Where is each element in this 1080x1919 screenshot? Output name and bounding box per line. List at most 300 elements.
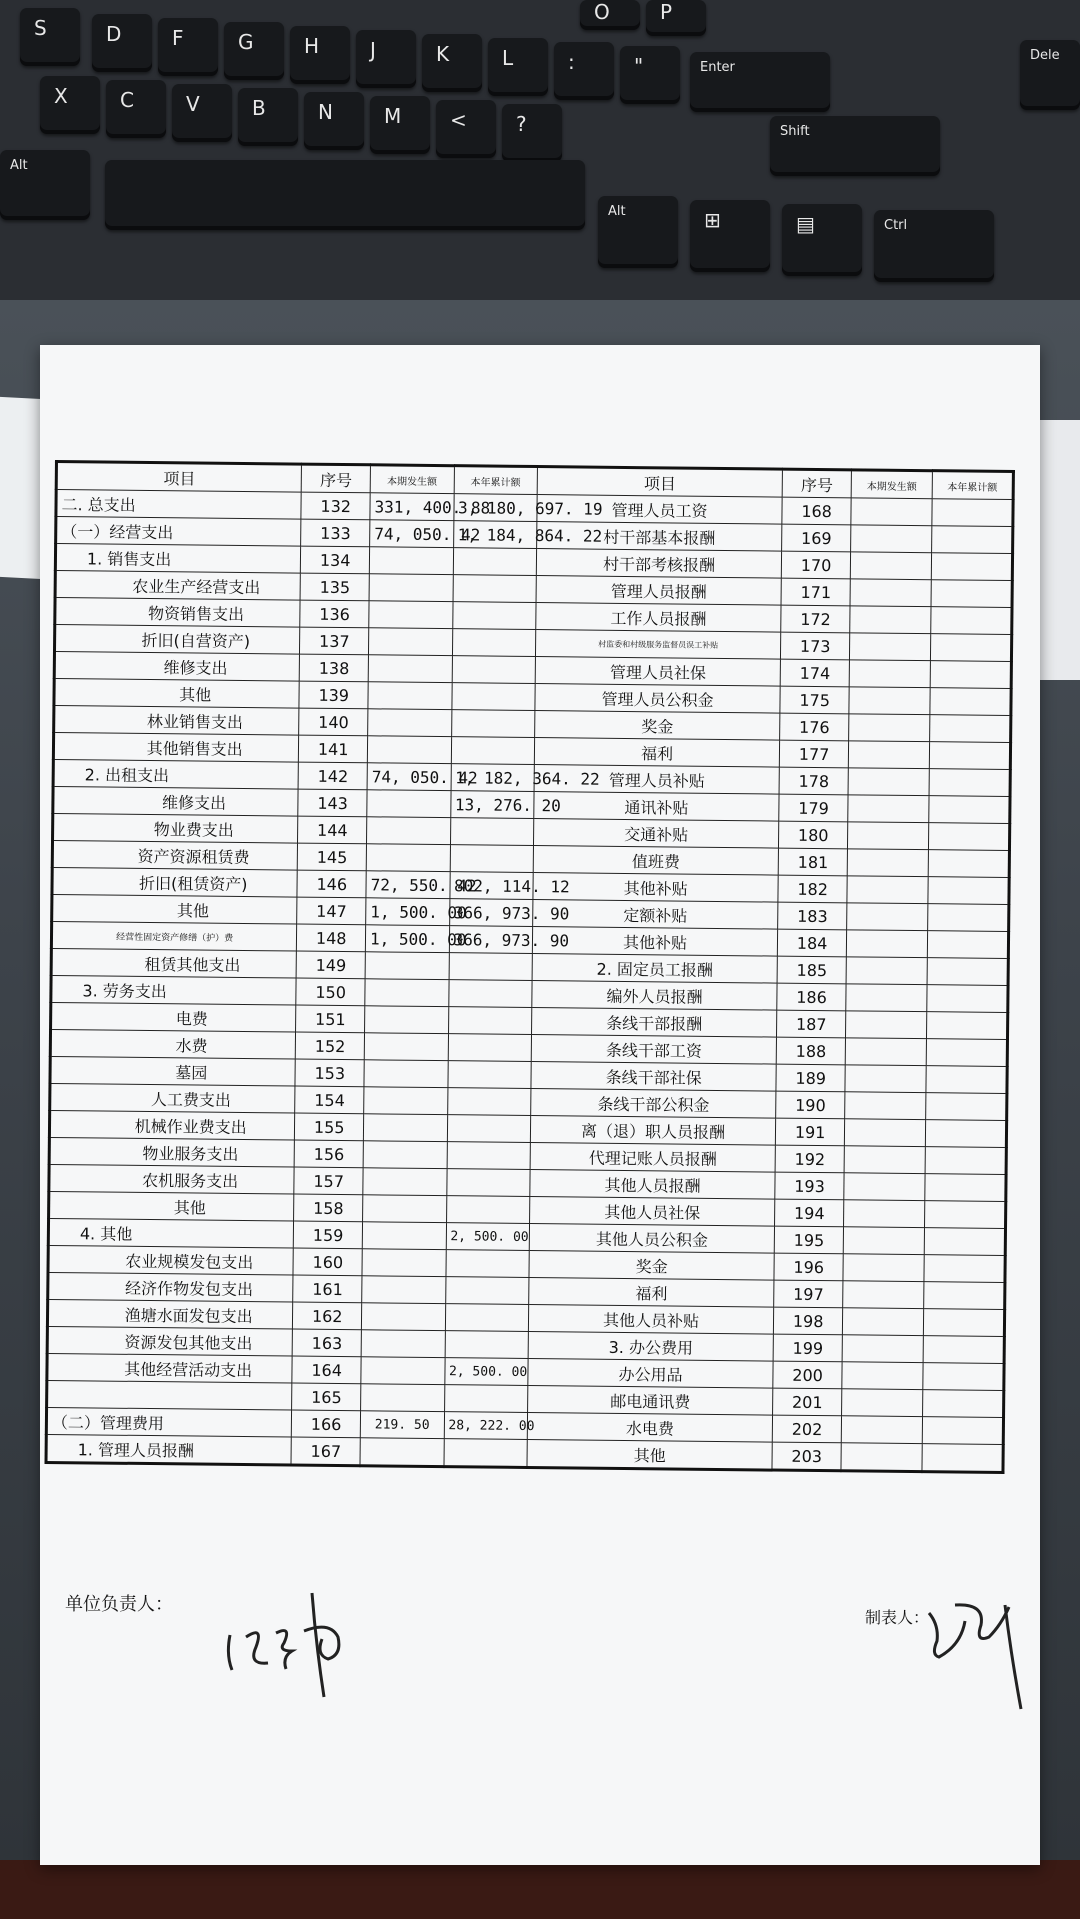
left-item-cell: （二）管理费用 xyxy=(46,1407,292,1437)
left-current-amount-cell xyxy=(365,1006,449,1034)
right-current-amount-cell xyxy=(846,984,927,1012)
header-current-left: 本期发生额 xyxy=(370,465,454,494)
header-seq-right: 序号 xyxy=(782,469,851,498)
right-item-cell: 村干部基本报酬 xyxy=(537,522,783,552)
left-ytd-amount-cell: 1, 182, 364. 22 xyxy=(451,764,535,792)
right-seq-cell: 172 xyxy=(781,605,850,633)
left-seq-cell: 164 xyxy=(292,1356,361,1384)
left-item-cell: 农机服务支出 xyxy=(49,1164,295,1194)
right-item-cell: 村监委和村级服务监督员误工补贴 xyxy=(535,630,781,660)
left-item-cell: 林业销售支出 xyxy=(54,706,300,736)
right-seq-cell: 194 xyxy=(775,1199,844,1227)
left-current-amount-cell xyxy=(363,1168,447,1196)
left-seq-cell: 133 xyxy=(301,519,370,547)
right-current-amount-cell xyxy=(845,1092,926,1120)
right-ytd-amount-cell xyxy=(924,1255,1005,1283)
right-ytd-amount-cell xyxy=(927,985,1008,1013)
right-item-cell: 管理人员补贴 xyxy=(534,765,780,795)
right-seq-cell: 180 xyxy=(779,821,848,849)
left-item-cell: 物资销售支出 xyxy=(55,598,301,628)
right-seq-cell: 192 xyxy=(775,1145,844,1173)
left-item-cell: 经济作物发包支出 xyxy=(48,1272,294,1302)
right-current-amount-cell xyxy=(850,606,931,634)
right-seq-cell: 198 xyxy=(774,1307,843,1335)
right-ytd-amount-cell xyxy=(929,769,1010,797)
right-seq-cell: 177 xyxy=(780,740,849,768)
left-item-cell: 折旧(自营资产) xyxy=(54,625,300,655)
right-current-amount-cell xyxy=(844,1173,925,1201)
left-current-amount-cell: 74, 050. 42 xyxy=(367,763,451,791)
left-seq-cell: 154 xyxy=(295,1086,364,1114)
right-seq-cell: 176 xyxy=(780,713,849,741)
right-ytd-amount-cell xyxy=(926,1093,1007,1121)
right-seq-cell: 179 xyxy=(779,794,848,822)
left-current-amount-cell xyxy=(361,1330,445,1358)
right-seq-cell: 186 xyxy=(777,983,846,1011)
left-current-amount-cell: 331, 400. 88 xyxy=(370,493,454,521)
left-current-amount-cell xyxy=(369,601,453,629)
left-current-amount-cell xyxy=(364,1060,448,1088)
right-seq-cell: 203 xyxy=(772,1442,841,1471)
left-ytd-amount-cell xyxy=(447,1115,531,1143)
left-seq-cell: 135 xyxy=(300,573,369,601)
right-item-cell: 其他人员报酬 xyxy=(530,1170,776,1200)
right-seq-cell: 171 xyxy=(781,578,850,606)
right-item-cell: 其他 xyxy=(527,1439,773,1470)
right-ytd-amount-cell xyxy=(928,877,1009,905)
right-current-amount-cell xyxy=(842,1335,923,1363)
right-ytd-amount-cell xyxy=(930,661,1011,689)
left-ytd-amount-cell xyxy=(452,656,536,684)
left-item-cell: 水费 xyxy=(50,1029,296,1059)
left-seq-cell: 151 xyxy=(296,1005,365,1033)
right-ytd-amount-cell xyxy=(927,958,1008,986)
expense-ledger-table xyxy=(44,460,1014,1474)
left-current-amount-cell xyxy=(361,1384,445,1412)
right-ytd-amount-cell xyxy=(923,1363,1004,1391)
left-item-cell: 农业规模发包支出 xyxy=(48,1245,294,1275)
right-current-amount-cell xyxy=(845,1038,926,1066)
left-seq-cell: 165 xyxy=(292,1383,361,1411)
left-ytd-amount-cell: 2, 500. 00 xyxy=(444,1358,528,1386)
right-item-cell: 通讯补贴 xyxy=(534,792,780,822)
keyboard-key: S xyxy=(20,8,80,66)
right-seq-cell: 187 xyxy=(777,1010,846,1038)
right-current-amount-cell xyxy=(844,1200,925,1228)
right-seq-cell: 199 xyxy=(773,1334,842,1362)
keyboard-key: Enter xyxy=(690,52,830,112)
left-ytd-amount-cell xyxy=(445,1331,529,1359)
left-current-amount-cell: 219. 50 xyxy=(360,1411,444,1439)
left-ytd-amount-cell: 366, 973. 90 xyxy=(449,926,533,954)
right-item-cell: 管理人员工资 xyxy=(537,495,783,525)
left-current-amount-cell xyxy=(364,1087,448,1115)
left-seq-cell: 149 xyxy=(296,951,365,979)
left-ytd-amount-cell xyxy=(452,602,536,630)
left-current-amount-cell xyxy=(365,952,449,980)
left-item-cell: （一）经营支出 xyxy=(56,517,302,547)
keyboard-key: V xyxy=(172,84,232,142)
right-seq-cell: 193 xyxy=(775,1172,844,1200)
right-current-amount-cell xyxy=(841,1416,922,1444)
right-current-amount-cell xyxy=(846,957,927,985)
left-item-cell: 其他 xyxy=(49,1191,295,1221)
right-item-cell: 条线干部工资 xyxy=(531,1035,777,1065)
right-current-amount-cell xyxy=(849,714,930,742)
left-current-amount-cell: 1, 500. 00 xyxy=(365,925,449,953)
left-item-cell: 渔塘水面发包支出 xyxy=(47,1299,293,1329)
keyboard-key: Ctrl xyxy=(874,210,994,282)
header-seq-left: 序号 xyxy=(302,464,371,493)
right-seq-cell: 168 xyxy=(782,497,851,525)
right-ytd-amount-cell xyxy=(931,553,1012,581)
right-ytd-amount-cell xyxy=(931,580,1012,608)
left-seq-cell: 162 xyxy=(293,1302,362,1330)
right-item-cell: 代理记账人员报酬 xyxy=(530,1143,776,1173)
left-current-amount-cell xyxy=(364,1033,448,1061)
left-seq-cell: 134 xyxy=(301,546,370,574)
left-ytd-amount-cell xyxy=(453,575,537,603)
left-item-cell: 折旧(租赁资产) xyxy=(52,867,298,897)
keyboard-key: G xyxy=(224,22,284,80)
keyboard-key: K xyxy=(422,34,482,92)
left-item-cell xyxy=(47,1380,293,1410)
left-seq-cell: 137 xyxy=(300,627,369,655)
left-current-amount-cell xyxy=(362,1276,446,1304)
right-ytd-amount-cell xyxy=(929,742,1010,770)
right-ytd-amount-cell xyxy=(927,931,1008,959)
preparer-signature xyxy=(925,1585,1035,1715)
left-seq-cell: 153 xyxy=(295,1059,364,1087)
right-current-amount-cell xyxy=(842,1362,923,1390)
left-current-amount-cell xyxy=(366,844,450,872)
left-ytd-amount-cell xyxy=(443,1439,527,1468)
left-seq-cell: 145 xyxy=(298,843,367,871)
right-ytd-amount-cell xyxy=(928,904,1009,932)
right-item-cell: 其他人员补贴 xyxy=(528,1305,774,1335)
right-item-cell: 管理人员社保 xyxy=(535,657,781,687)
right-ytd-amount-cell xyxy=(922,1390,1003,1418)
right-item-cell: 福利 xyxy=(534,738,780,768)
keyboard-key: D xyxy=(92,14,152,72)
right-current-amount-cell xyxy=(848,741,929,769)
right-seq-cell: 183 xyxy=(778,902,847,930)
left-ytd-amount-cell xyxy=(448,980,532,1008)
right-ytd-amount-cell xyxy=(923,1336,1004,1364)
right-ytd-amount-cell xyxy=(926,1039,1007,1067)
left-seq-cell: 143 xyxy=(298,789,367,817)
keyboard-key: C xyxy=(106,80,166,138)
left-ytd-amount-cell: 2, 500. 00 xyxy=(446,1223,530,1251)
left-ytd-amount-cell xyxy=(447,1088,531,1116)
left-ytd-amount-cell xyxy=(449,953,533,981)
keyboard-key: O xyxy=(580,0,640,30)
left-seq-cell: 157 xyxy=(294,1167,363,1195)
right-seq-cell: 202 xyxy=(773,1415,842,1443)
left-seq-cell: 158 xyxy=(294,1194,363,1222)
left-ytd-amount-cell xyxy=(451,683,535,711)
left-seq-cell: 138 xyxy=(300,654,369,682)
left-seq-cell: 140 xyxy=(299,708,368,736)
left-ytd-amount-cell xyxy=(450,818,534,846)
desk-edge xyxy=(0,1860,1080,1919)
right-ytd-amount-cell xyxy=(929,796,1010,824)
left-current-amount-cell xyxy=(368,682,452,710)
left-item-cell: 资源发包其他支出 xyxy=(47,1326,293,1356)
right-item-cell: 离（退）职人员报酬 xyxy=(530,1116,776,1146)
keyboard-key: Alt xyxy=(598,196,678,268)
right-current-amount-cell xyxy=(845,1011,926,1039)
left-ytd-amount-cell xyxy=(451,710,535,738)
right-item-cell: 办公用品 xyxy=(528,1359,774,1389)
left-seq-cell: 139 xyxy=(299,681,368,709)
keyboard-key: L xyxy=(488,38,548,96)
right-ytd-amount-cell xyxy=(926,1012,1007,1040)
header-item-right: 项目 xyxy=(537,467,783,498)
left-ytd-amount-cell xyxy=(452,629,536,657)
right-item-cell: 条线干部报酬 xyxy=(531,1008,777,1038)
right-current-amount-cell xyxy=(847,876,928,904)
right-ytd-amount-cell xyxy=(922,1417,1003,1445)
left-item-cell: 1. 管理人员报酬 xyxy=(46,1434,292,1465)
left-current-amount-cell xyxy=(367,790,451,818)
right-seq-cell: 201 xyxy=(773,1388,842,1416)
right-item-cell: 3. 办公费用 xyxy=(528,1332,774,1362)
right-ytd-amount-cell xyxy=(930,715,1011,743)
right-current-amount-cell xyxy=(848,768,929,796)
left-seq-cell: 166 xyxy=(292,1410,361,1438)
unit-head-signature xyxy=(220,1585,380,1705)
left-current-amount-cell xyxy=(369,628,453,656)
left-current-amount-cell xyxy=(369,574,453,602)
keyboard-key: < xyxy=(436,100,496,158)
left-item-cell: 其他 xyxy=(52,894,298,924)
left-seq-cell: 132 xyxy=(301,492,370,520)
left-current-amount-cell xyxy=(368,709,452,737)
right-ytd-amount-cell xyxy=(930,688,1011,716)
left-ytd-amount-cell xyxy=(447,1061,531,1089)
keyboard-key: Dele xyxy=(1020,40,1080,110)
right-current-amount-cell xyxy=(842,1389,923,1417)
header-current-right: 本期发生额 xyxy=(851,470,932,499)
left-current-amount-cell xyxy=(363,1114,447,1142)
right-current-amount-cell xyxy=(843,1254,924,1282)
right-ytd-amount-cell xyxy=(928,850,1009,878)
keyboard-key: X xyxy=(40,76,100,134)
keyboard-key: " xyxy=(620,46,680,104)
left-current-amount-cell xyxy=(369,547,453,575)
keyboard-key: B xyxy=(238,88,298,146)
right-item-cell: 邮电通讯费 xyxy=(527,1386,773,1416)
keyboard-key: ? xyxy=(502,104,562,162)
right-ytd-amount-cell xyxy=(923,1309,1004,1337)
left-item-cell: 2. 出租支出 xyxy=(53,759,299,789)
left-seq-cell: 147 xyxy=(297,897,366,925)
right-seq-cell: 200 xyxy=(773,1361,842,1389)
right-current-amount-cell xyxy=(847,849,928,877)
right-current-amount-cell xyxy=(843,1227,924,1255)
left-seq-cell: 167 xyxy=(291,1437,360,1466)
right-current-amount-cell xyxy=(849,687,930,715)
keyboard-key: Alt xyxy=(0,150,90,220)
right-item-cell: 交通补贴 xyxy=(533,819,779,849)
left-current-amount-cell: 74, 050. 42 xyxy=(370,520,454,548)
right-current-amount-cell xyxy=(849,633,930,661)
left-ytd-amount-cell xyxy=(451,737,535,765)
right-seq-cell: 184 xyxy=(778,929,847,957)
right-current-amount-cell xyxy=(845,1065,926,1093)
left-seq-cell: 163 xyxy=(293,1329,362,1357)
right-seq-cell: 178 xyxy=(779,767,848,795)
preparer-label: 制表人： xyxy=(865,1608,930,1627)
right-item-cell: 管理人员报酬 xyxy=(536,576,782,606)
right-seq-cell: 173 xyxy=(781,632,850,660)
left-ytd-amount-cell: 3, 180, 697. 19 xyxy=(453,494,537,522)
right-item-cell: 定额补贴 xyxy=(533,900,779,930)
ledger-sheet xyxy=(43,460,1015,1610)
right-item-cell: 管理人员公积金 xyxy=(535,684,781,714)
right-seq-cell: 185 xyxy=(777,956,846,984)
left-seq-cell: 136 xyxy=(300,600,369,628)
left-item-cell: 租赁其他支出 xyxy=(51,948,297,978)
left-item-cell: 3. 劳务支出 xyxy=(51,975,297,1005)
right-ytd-amount-cell xyxy=(924,1201,1005,1229)
left-ytd-amount-cell xyxy=(445,1304,529,1332)
left-seq-cell: 144 xyxy=(298,816,367,844)
left-item-cell: 农业生产经营支出 xyxy=(55,571,301,601)
left-seq-cell: 142 xyxy=(298,762,367,790)
right-ytd-amount-cell xyxy=(922,1444,1003,1473)
left-item-cell: 二. 总支出 xyxy=(56,490,302,520)
right-current-amount-cell xyxy=(849,660,930,688)
right-item-cell: 奖金 xyxy=(529,1251,775,1281)
left-current-amount-cell xyxy=(361,1303,445,1331)
right-current-amount-cell xyxy=(844,1146,925,1174)
right-seq-cell: 182 xyxy=(778,875,847,903)
left-item-cell: 物业服务支出 xyxy=(49,1137,295,1167)
left-item-cell: 机械作业费支出 xyxy=(49,1110,295,1140)
left-ytd-amount-cell xyxy=(448,1034,532,1062)
right-ytd-amount-cell xyxy=(925,1147,1006,1175)
header-item-left: 项目 xyxy=(56,462,302,493)
right-item-cell: 奖金 xyxy=(535,711,781,741)
right-ytd-amount-cell xyxy=(924,1228,1005,1256)
right-ytd-amount-cell xyxy=(932,526,1013,554)
right-seq-cell: 181 xyxy=(778,848,847,876)
keyboard-key: : xyxy=(554,42,614,100)
left-item-cell: 物业费支出 xyxy=(53,813,299,843)
left-current-amount-cell xyxy=(362,1222,446,1250)
left-current-amount-cell: 1, 500. 00 xyxy=(366,898,450,926)
left-item-cell: 其他销售支出 xyxy=(53,733,299,763)
right-item-cell: 条线干部社保 xyxy=(531,1062,777,1092)
left-ytd-amount-cell xyxy=(453,548,537,576)
left-current-amount-cell xyxy=(362,1249,446,1277)
left-ytd-amount-cell xyxy=(445,1277,529,1305)
left-seq-cell: 148 xyxy=(297,924,366,952)
left-ytd-amount-cell: 366, 973. 90 xyxy=(449,899,533,927)
left-ytd-amount-cell xyxy=(445,1250,529,1278)
left-current-amount-cell xyxy=(361,1357,445,1385)
left-seq-cell: 146 xyxy=(297,870,366,898)
keyboard-key: Shift xyxy=(770,116,940,176)
keyboard-key: M xyxy=(370,96,430,154)
left-seq-cell: 150 xyxy=(296,978,365,1006)
left-item-cell: 电费 xyxy=(51,1002,297,1032)
right-ytd-amount-cell xyxy=(928,823,1009,851)
right-seq-cell: 170 xyxy=(782,551,851,579)
left-item-cell: 1. 销售支出 xyxy=(55,544,301,574)
left-seq-cell: 152 xyxy=(296,1032,365,1060)
right-current-amount-cell xyxy=(846,930,927,958)
right-current-amount-cell xyxy=(850,579,931,607)
keyboard-background xyxy=(0,0,1080,300)
left-current-amount-cell xyxy=(367,736,451,764)
left-seq-cell: 141 xyxy=(299,735,368,763)
left-item-cell: 4. 其他 xyxy=(48,1218,294,1248)
right-seq-cell: 188 xyxy=(777,1037,846,1065)
left-current-amount-cell: 72, 550. 42 xyxy=(366,871,450,899)
right-current-amount-cell xyxy=(844,1119,925,1147)
right-item-cell: 值班费 xyxy=(533,846,779,876)
left-ytd-amount-cell xyxy=(446,1196,530,1224)
right-seq-cell: 197 xyxy=(774,1280,843,1308)
right-seq-cell: 196 xyxy=(774,1253,843,1281)
left-item-cell: 墓园 xyxy=(50,1056,296,1086)
left-ytd-amount-cell: 1, 184, 864. 22 xyxy=(453,521,537,549)
keyboard-key: H xyxy=(290,26,350,84)
right-seq-cell: 175 xyxy=(780,686,849,714)
left-seq-cell: 161 xyxy=(293,1275,362,1303)
keyboard-key: F xyxy=(158,18,218,76)
left-seq-cell: 159 xyxy=(294,1221,363,1249)
left-current-amount-cell xyxy=(363,1195,447,1223)
left-current-amount-cell xyxy=(365,979,449,1007)
right-seq-cell: 189 xyxy=(776,1064,845,1092)
unit-head-label: 单位负责人： xyxy=(65,1594,173,1615)
keyboard-spacebar xyxy=(105,160,585,230)
windows-key-icon: ⊞ xyxy=(690,200,770,272)
right-item-cell: 2. 固定员工报酬 xyxy=(532,954,778,984)
right-current-amount-cell xyxy=(841,1443,922,1472)
right-item-cell: 工作人员报酬 xyxy=(536,603,782,633)
right-current-amount-cell xyxy=(847,903,928,931)
right-item-cell: 福利 xyxy=(529,1278,775,1308)
right-ytd-amount-cell xyxy=(926,1066,1007,1094)
header-ytd-left: 本年累计额 xyxy=(454,466,538,495)
left-current-amount-cell xyxy=(360,1438,444,1467)
right-seq-cell: 190 xyxy=(776,1091,845,1119)
right-item-cell: 条线干部公积金 xyxy=(531,1089,777,1119)
left-seq-cell: 155 xyxy=(295,1113,364,1141)
right-item-cell: 其他人员公积金 xyxy=(529,1224,775,1254)
left-ytd-amount-cell xyxy=(447,1142,531,1170)
left-current-amount-cell xyxy=(363,1141,447,1169)
right-current-amount-cell xyxy=(842,1308,923,1336)
right-item-cell: 编外人员报酬 xyxy=(532,981,778,1011)
left-item-cell: 维修支出 xyxy=(53,786,299,816)
right-ytd-amount-cell xyxy=(930,634,1011,662)
right-current-amount-cell xyxy=(848,795,929,823)
right-item-cell: 村干部考核报酬 xyxy=(536,549,782,579)
left-ytd-amount-cell: 802, 114. 12 xyxy=(449,872,533,900)
left-ytd-amount-cell xyxy=(448,1007,532,1035)
left-item-cell: 资产资源租赁费 xyxy=(52,840,298,870)
left-ytd-amount-cell: 28, 222. 00 xyxy=(444,1412,528,1440)
left-item-cell: 其他 xyxy=(54,679,300,709)
right-ytd-amount-cell xyxy=(925,1120,1006,1148)
right-seq-cell: 195 xyxy=(775,1226,844,1254)
